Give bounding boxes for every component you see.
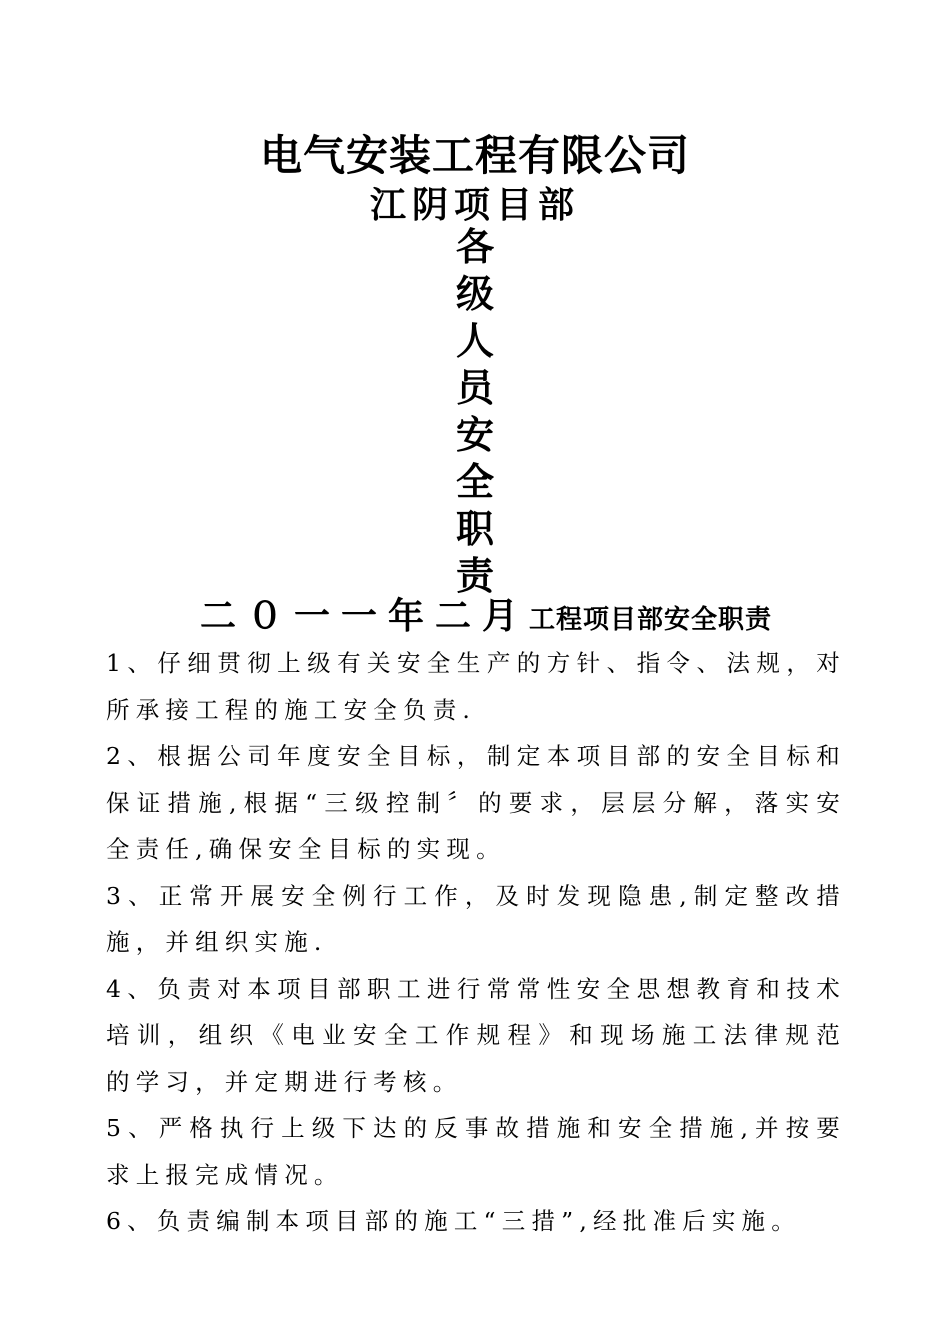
list-item: 4、负责对本项目部职工进行常常性安全思想教育和技术培训，组织《电业安全工作规程》和现场施工法律规范的学习，并定期进行考核。 <box>106 974 846 1096</box>
vertical-title <box>445 224 505 600</box>
department-title: 江阴项目部 <box>369 185 580 226</box>
list-item: 2、根据公司年度安全目标，制定本项目部的安全目标和保证措施,根据“三级控制〞的要求，层层分解，落实安全责任,确保安全目标的实现。 <box>106 742 846 863</box>
vertical-title-char: 全 <box>455 460 494 504</box>
vertical-title-char: 责 <box>455 554 494 598</box>
list-item: 1、仔细贯彻上级有关安全生产的方针、指令、法规，对所承接工程的施工安全负责. <box>106 649 846 724</box>
list-item: 6、负责编制本项目部的施工“三措”,经批准后实施。 <box>106 1207 801 1235</box>
company-title: 电气安装工程有限公司 <box>259 131 690 180</box>
section-title: 工程项目部安全职责 <box>529 605 773 635</box>
document-date: 二０一一年二月 <box>200 596 530 637</box>
vertical-title-char: 各 <box>455 225 494 269</box>
vertical-title-char: 人 <box>455 319 494 363</box>
vertical-title-char: 员 <box>455 366 494 410</box>
responsibility-list <box>106 640 846 1245</box>
vertical-title-char: 安 <box>455 413 494 457</box>
vertical-title-char: 级 <box>455 272 494 316</box>
list-item: 3、正常开展安全例行工作，及时发现隐患,制定整改措施，并组织实施. <box>106 881 846 956</box>
vertical-title-char: 职 <box>455 507 494 551</box>
date-and-section-line <box>200 594 840 643</box>
list-item: 5、严格执行上级下达的反事故措施和安全措施,并按要求上报完成情况。 <box>106 1114 846 1189</box>
